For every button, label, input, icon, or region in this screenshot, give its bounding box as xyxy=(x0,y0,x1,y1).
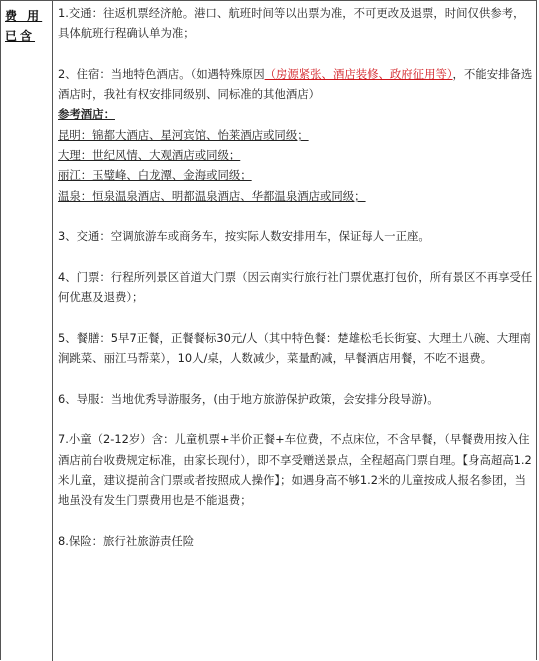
hotel-dali: 大理：世纪风情、大观酒店或同级； xyxy=(58,148,241,163)
hotel-wenquan: 温泉：恒泉温泉酒店、明都温泉酒店、华都温泉酒店或同级； xyxy=(58,188,366,203)
spacer xyxy=(58,409,535,429)
spacer xyxy=(58,206,535,226)
spacer xyxy=(58,247,535,267)
accommodation-text: 2、住宿：当地特色酒店。（如遇特殊原因 xyxy=(58,66,265,81)
hotel-kunming: 昆明：锦都大酒店、星河宾馆、怡莱酒店或同级； xyxy=(58,127,309,142)
children-height-note: 【身高超高1.2米儿童，建议提前含门票或者按照成人操作】 xyxy=(58,452,532,487)
children-refund-note: ；如遇身高不够1.2米的儿童按成人报名参团，当地虽没有发生门票费用也是不能退费； xyxy=(58,472,527,508)
spacer xyxy=(58,368,535,388)
section-children xyxy=(58,429,535,510)
section-guide: 6、导服：当地优秀导游服务，(由于地方旅游保护政策，会安排分段导游)。 xyxy=(58,391,439,406)
label-line-1: 费 用 xyxy=(5,9,43,23)
special-reasons-text: （房源紧张、酒店装修、政府征用等） xyxy=(264,66,453,81)
label-line-2: 已含 xyxy=(5,29,36,43)
section-transport-flight: 1.交通：往返机票经济舱。港口、航班时间等以出票为准，不可更改及退票，时间仅供参考，具体航班行程确认单为准； xyxy=(58,6,525,41)
fee-content xyxy=(58,3,535,551)
fee-included-label xyxy=(5,6,51,46)
section-accommodation xyxy=(58,64,535,105)
accommodation-note: ，不能安排备选酒店时，我社有权安排同级别、同标准的其他酒店） xyxy=(58,66,533,102)
reference-hotels-title: 参考酒店： xyxy=(58,107,115,122)
section-insurance: 8.保险：旅行社旅游责任险 xyxy=(58,533,195,548)
spacer xyxy=(58,510,535,530)
children-policy: 7.小童（2-12岁）含：儿童机票+半价正餐+车位费，不点床位，不含早餐，（早餐费用按入住酒店前台收费规定标准，由家长现付），即不享受赠送景点，全程超高门票自理。 xyxy=(58,432,530,467)
section-transport-vehicle: 3、交通：空调旅游车或商务车，按实际人数安排用车，保证每人一正座。 xyxy=(58,229,430,244)
spacer xyxy=(58,307,535,327)
section-tickets: 4、门票：行程所列景区首道大门票（因云南实行旅行社门票优惠打包价，所有景区不再享受任何优惠及退费）； xyxy=(58,269,533,305)
section-meals: 5、餐膳：5早7正餐，正餐餐标30元/人（其中特色餐：楚雄松毛长街宴、大理土八碗、大理南涧跳菜、丽江马帮菜），10人/桌，人数减少，菜量酌减，早餐酒店用餐，不吃不退费。 xyxy=(58,330,531,366)
spacer xyxy=(58,44,535,64)
hotel-lijiang: 丽江：玉璧峰、白龙潭、金海或同级； xyxy=(58,168,252,183)
label-column xyxy=(1,1,53,661)
